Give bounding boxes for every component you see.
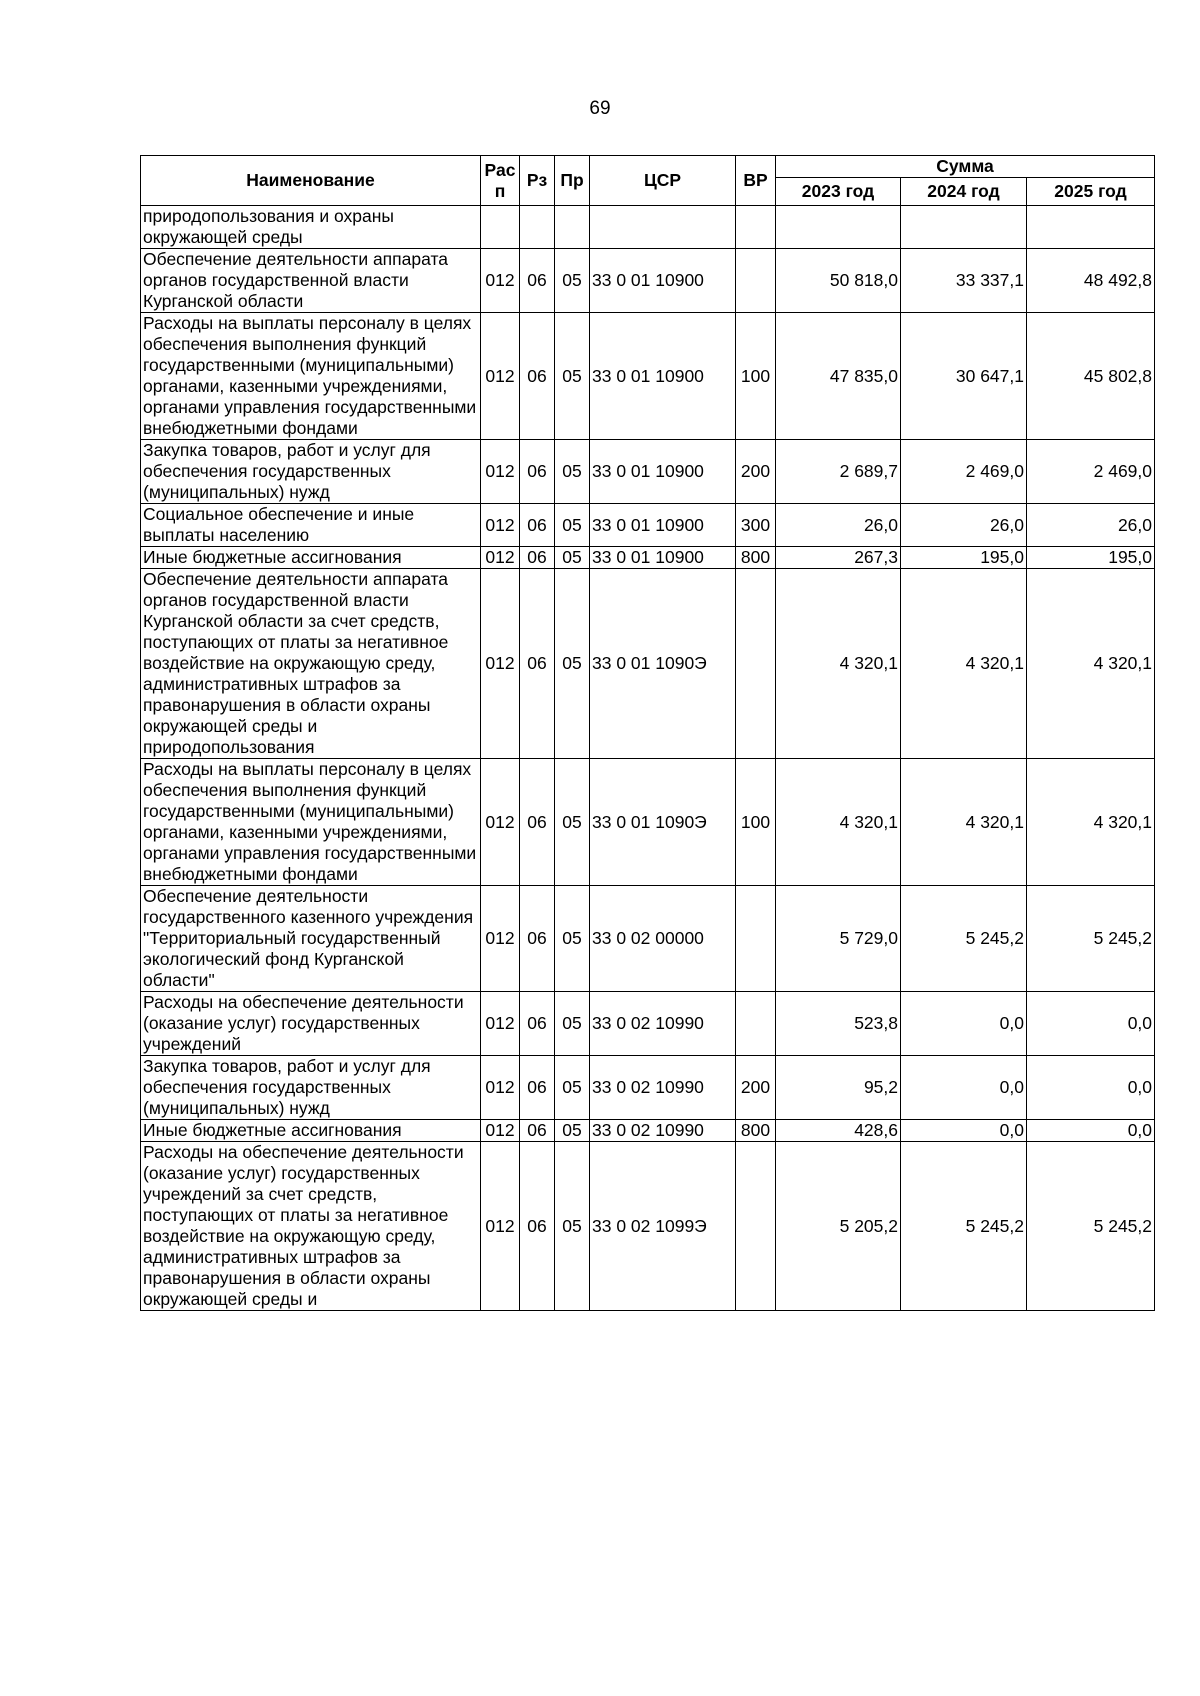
cell-csr: 33 0 02 10990: [590, 1056, 736, 1120]
cell-amount-2023: 428,6: [776, 1120, 901, 1142]
cell-rasp: 012: [481, 249, 520, 313]
table-row: [141, 206, 1155, 249]
table-row: [141, 313, 1155, 440]
cell-pr: 05: [555, 992, 590, 1056]
table-row: [141, 759, 1155, 886]
cell-name: Иные бюджетные ассигнования: [141, 1120, 481, 1142]
cell-amount-2024: 0,0: [901, 1056, 1027, 1120]
cell-rz: 06: [520, 1056, 555, 1120]
cell-amount-2024: 0,0: [901, 1120, 1027, 1142]
table-row: [141, 249, 1155, 313]
table-row: [141, 569, 1155, 759]
cell-amount-2024: [901, 206, 1027, 249]
cell-pr: 05: [555, 1056, 590, 1120]
table-row: [141, 1142, 1155, 1311]
header-year-2025: 2025 год: [1027, 178, 1155, 206]
cell-amount-2025: 2 469,0: [1027, 440, 1155, 504]
cell-amount-2023: 267,3: [776, 547, 901, 569]
cell-amount-2023: 95,2: [776, 1056, 901, 1120]
cell-name: Расходы на обеспечение деятельности (оказание услуг) государственных учреждений за счет средств, поступающих от платы за негативное воздействие на окружающую среду, административных штрафов за правонарушения в области охраны окружающей среды и: [141, 1142, 481, 1311]
cell-rz: [520, 206, 555, 249]
cell-amount-2025: 4 320,1: [1027, 759, 1155, 886]
cell-csr: 33 0 02 10990: [590, 1120, 736, 1142]
cell-csr: 33 0 01 1090Э: [590, 759, 736, 886]
cell-amount-2023: 5 205,2: [776, 1142, 901, 1311]
cell-vr: [736, 992, 776, 1056]
cell-vr: [736, 206, 776, 249]
cell-amount-2024: 195,0: [901, 547, 1027, 569]
cell-rasp: 012: [481, 1056, 520, 1120]
table-row: [141, 1120, 1155, 1142]
cell-csr: 33 0 01 10900: [590, 440, 736, 504]
cell-amount-2025: 45 802,8: [1027, 313, 1155, 440]
cell-amount-2023: 2 689,7: [776, 440, 901, 504]
cell-rasp: 012: [481, 313, 520, 440]
cell-vr: 200: [736, 1056, 776, 1120]
cell-csr: 33 0 02 1099Э: [590, 1142, 736, 1311]
cell-amount-2025: 4 320,1: [1027, 569, 1155, 759]
cell-rz: 06: [520, 992, 555, 1056]
header-pr: Пр: [555, 156, 590, 206]
header-sum: Сумма: [776, 156, 1155, 178]
cell-rasp: 012: [481, 759, 520, 886]
cell-rasp: [481, 206, 520, 249]
cell-name: Социальное обеспечение и иные выплаты населению: [141, 504, 481, 547]
cell-amount-2024: 26,0: [901, 504, 1027, 547]
header-name: Наименование: [141, 156, 481, 206]
cell-vr: 300: [736, 504, 776, 547]
cell-amount-2025: 48 492,8: [1027, 249, 1155, 313]
cell-amount-2023: 5 729,0: [776, 886, 901, 992]
cell-amount-2025: 5 245,2: [1027, 886, 1155, 992]
cell-rz: 06: [520, 569, 555, 759]
cell-amount-2025: 0,0: [1027, 1056, 1155, 1120]
cell-name: природопользования и охраны окружающей среды: [141, 206, 481, 249]
cell-pr: [555, 206, 590, 249]
table-body: [141, 206, 1155, 1311]
cell-name: Расходы на выплаты персоналу в целях обеспечения выполнения функций государственными (муниципальными) органами, казенными учреждениями, органами управления государственными внебюджетными фондами: [141, 759, 481, 886]
cell-vr: 100: [736, 313, 776, 440]
cell-rz: 06: [520, 886, 555, 992]
cell-pr: 05: [555, 1142, 590, 1311]
cell-csr: 33 0 01 10900: [590, 504, 736, 547]
cell-csr: 33 0 01 10900: [590, 313, 736, 440]
cell-rz: 06: [520, 440, 555, 504]
cell-csr: 33 0 01 10900: [590, 249, 736, 313]
cell-name: Расходы на выплаты персоналу в целях обеспечения выполнения функций государственными (муниципальными) органами, казенными учреждениями, органами управления государственными внебюджетными фондами: [141, 313, 481, 440]
cell-rz: 06: [520, 759, 555, 886]
cell-rasp: 012: [481, 547, 520, 569]
cell-amount-2025: 195,0: [1027, 547, 1155, 569]
cell-amount-2023: 4 320,1: [776, 569, 901, 759]
cell-amount-2024: 5 245,2: [901, 886, 1027, 992]
cell-rasp: 012: [481, 1120, 520, 1142]
cell-pr: 05: [555, 504, 590, 547]
cell-csr: 33 0 02 00000: [590, 886, 736, 992]
cell-pr: 05: [555, 569, 590, 759]
table-row: [141, 992, 1155, 1056]
header-vr: ВР: [736, 156, 776, 206]
cell-amount-2025: 26,0: [1027, 504, 1155, 547]
cell-amount-2024: 2 469,0: [901, 440, 1027, 504]
cell-rz: 06: [520, 249, 555, 313]
cell-amount-2023: 50 818,0: [776, 249, 901, 313]
cell-rz: 06: [520, 313, 555, 440]
cell-rz: 06: [520, 1142, 555, 1311]
cell-name: Расходы на обеспечение деятельности (оказание услуг) государственных учреждений: [141, 992, 481, 1056]
cell-vr: [736, 1142, 776, 1311]
cell-vr: [736, 569, 776, 759]
cell-rasp: 012: [481, 992, 520, 1056]
cell-name: Обеспечение деятельности аппарата органов государственной власти Курганской области: [141, 249, 481, 313]
header-year-2023: 2023 год: [776, 178, 901, 206]
header-csr: ЦСР: [590, 156, 736, 206]
cell-name: Иные бюджетные ассигнования: [141, 547, 481, 569]
table-row: [141, 440, 1155, 504]
cell-name: Обеспечение деятельности государственного казенного учреждения "Территориальный государственный экологический фонд Курганской области": [141, 886, 481, 992]
cell-name: Закупка товаров, работ и услуг для обеспечения государственных (муниципальных) нужд: [141, 440, 481, 504]
cell-vr: 200: [736, 440, 776, 504]
table-row: [141, 1056, 1155, 1120]
cell-amount-2025: 5 245,2: [1027, 1142, 1155, 1311]
cell-rasp: 012: [481, 569, 520, 759]
cell-amount-2024: 5 245,2: [901, 1142, 1027, 1311]
cell-pr: 05: [555, 547, 590, 569]
cell-pr: 05: [555, 1120, 590, 1142]
cell-pr: 05: [555, 249, 590, 313]
cell-amount-2023: 523,8: [776, 992, 901, 1056]
cell-vr: 800: [736, 1120, 776, 1142]
cell-csr: [590, 206, 736, 249]
header-rz: Рз: [520, 156, 555, 206]
cell-rasp: 012: [481, 504, 520, 547]
table-row: [141, 886, 1155, 992]
cell-amount-2024: 30 647,1: [901, 313, 1027, 440]
cell-vr: 800: [736, 547, 776, 569]
cell-pr: 05: [555, 759, 590, 886]
cell-csr: 33 0 02 10990: [590, 992, 736, 1056]
cell-csr: 33 0 01 1090Э: [590, 569, 736, 759]
cell-pr: 05: [555, 886, 590, 992]
cell-rz: 06: [520, 504, 555, 547]
cell-rasp: 012: [481, 1142, 520, 1311]
cell-amount-2024: 4 320,1: [901, 759, 1027, 886]
cell-amount-2025: 0,0: [1027, 992, 1155, 1056]
cell-amount-2025: 0,0: [1027, 1120, 1155, 1142]
table-row: [141, 504, 1155, 547]
cell-csr: 33 0 01 10900: [590, 547, 736, 569]
cell-rz: 06: [520, 1120, 555, 1142]
cell-amount-2023: [776, 206, 901, 249]
cell-amount-2025: [1027, 206, 1155, 249]
cell-amount-2024: 4 320,1: [901, 569, 1027, 759]
cell-amount-2023: 47 835,0: [776, 313, 901, 440]
cell-vr: [736, 249, 776, 313]
budget-table: [140, 155, 1155, 1311]
cell-rz: 06: [520, 547, 555, 569]
cell-name: Обеспечение деятельности аппарата органов государственной власти Курганской области за счет средств, поступающих от платы за негативное воздействие на окружающую среду, административных штрафов за правонарушения в области охраны окружающей среды и природопользования: [141, 569, 481, 759]
header-rasp: Рас п: [481, 156, 520, 206]
cell-vr: 100: [736, 759, 776, 886]
cell-rasp: 012: [481, 440, 520, 504]
cell-vr: [736, 886, 776, 992]
page-number: 69: [589, 98, 611, 119]
cell-pr: 05: [555, 440, 590, 504]
table-header: [141, 156, 1155, 206]
cell-amount-2023: 26,0: [776, 504, 901, 547]
cell-amount-2024: 0,0: [901, 992, 1027, 1056]
table-row: [141, 547, 1155, 569]
cell-amount-2024: 33 337,1: [901, 249, 1027, 313]
cell-name: Закупка товаров, работ и услуг для обеспечения государственных (муниципальных) нужд: [141, 1056, 481, 1120]
cell-rasp: 012: [481, 886, 520, 992]
cell-pr: 05: [555, 313, 590, 440]
cell-amount-2023: 4 320,1: [776, 759, 901, 886]
header-year-2024: 2024 год: [901, 178, 1027, 206]
